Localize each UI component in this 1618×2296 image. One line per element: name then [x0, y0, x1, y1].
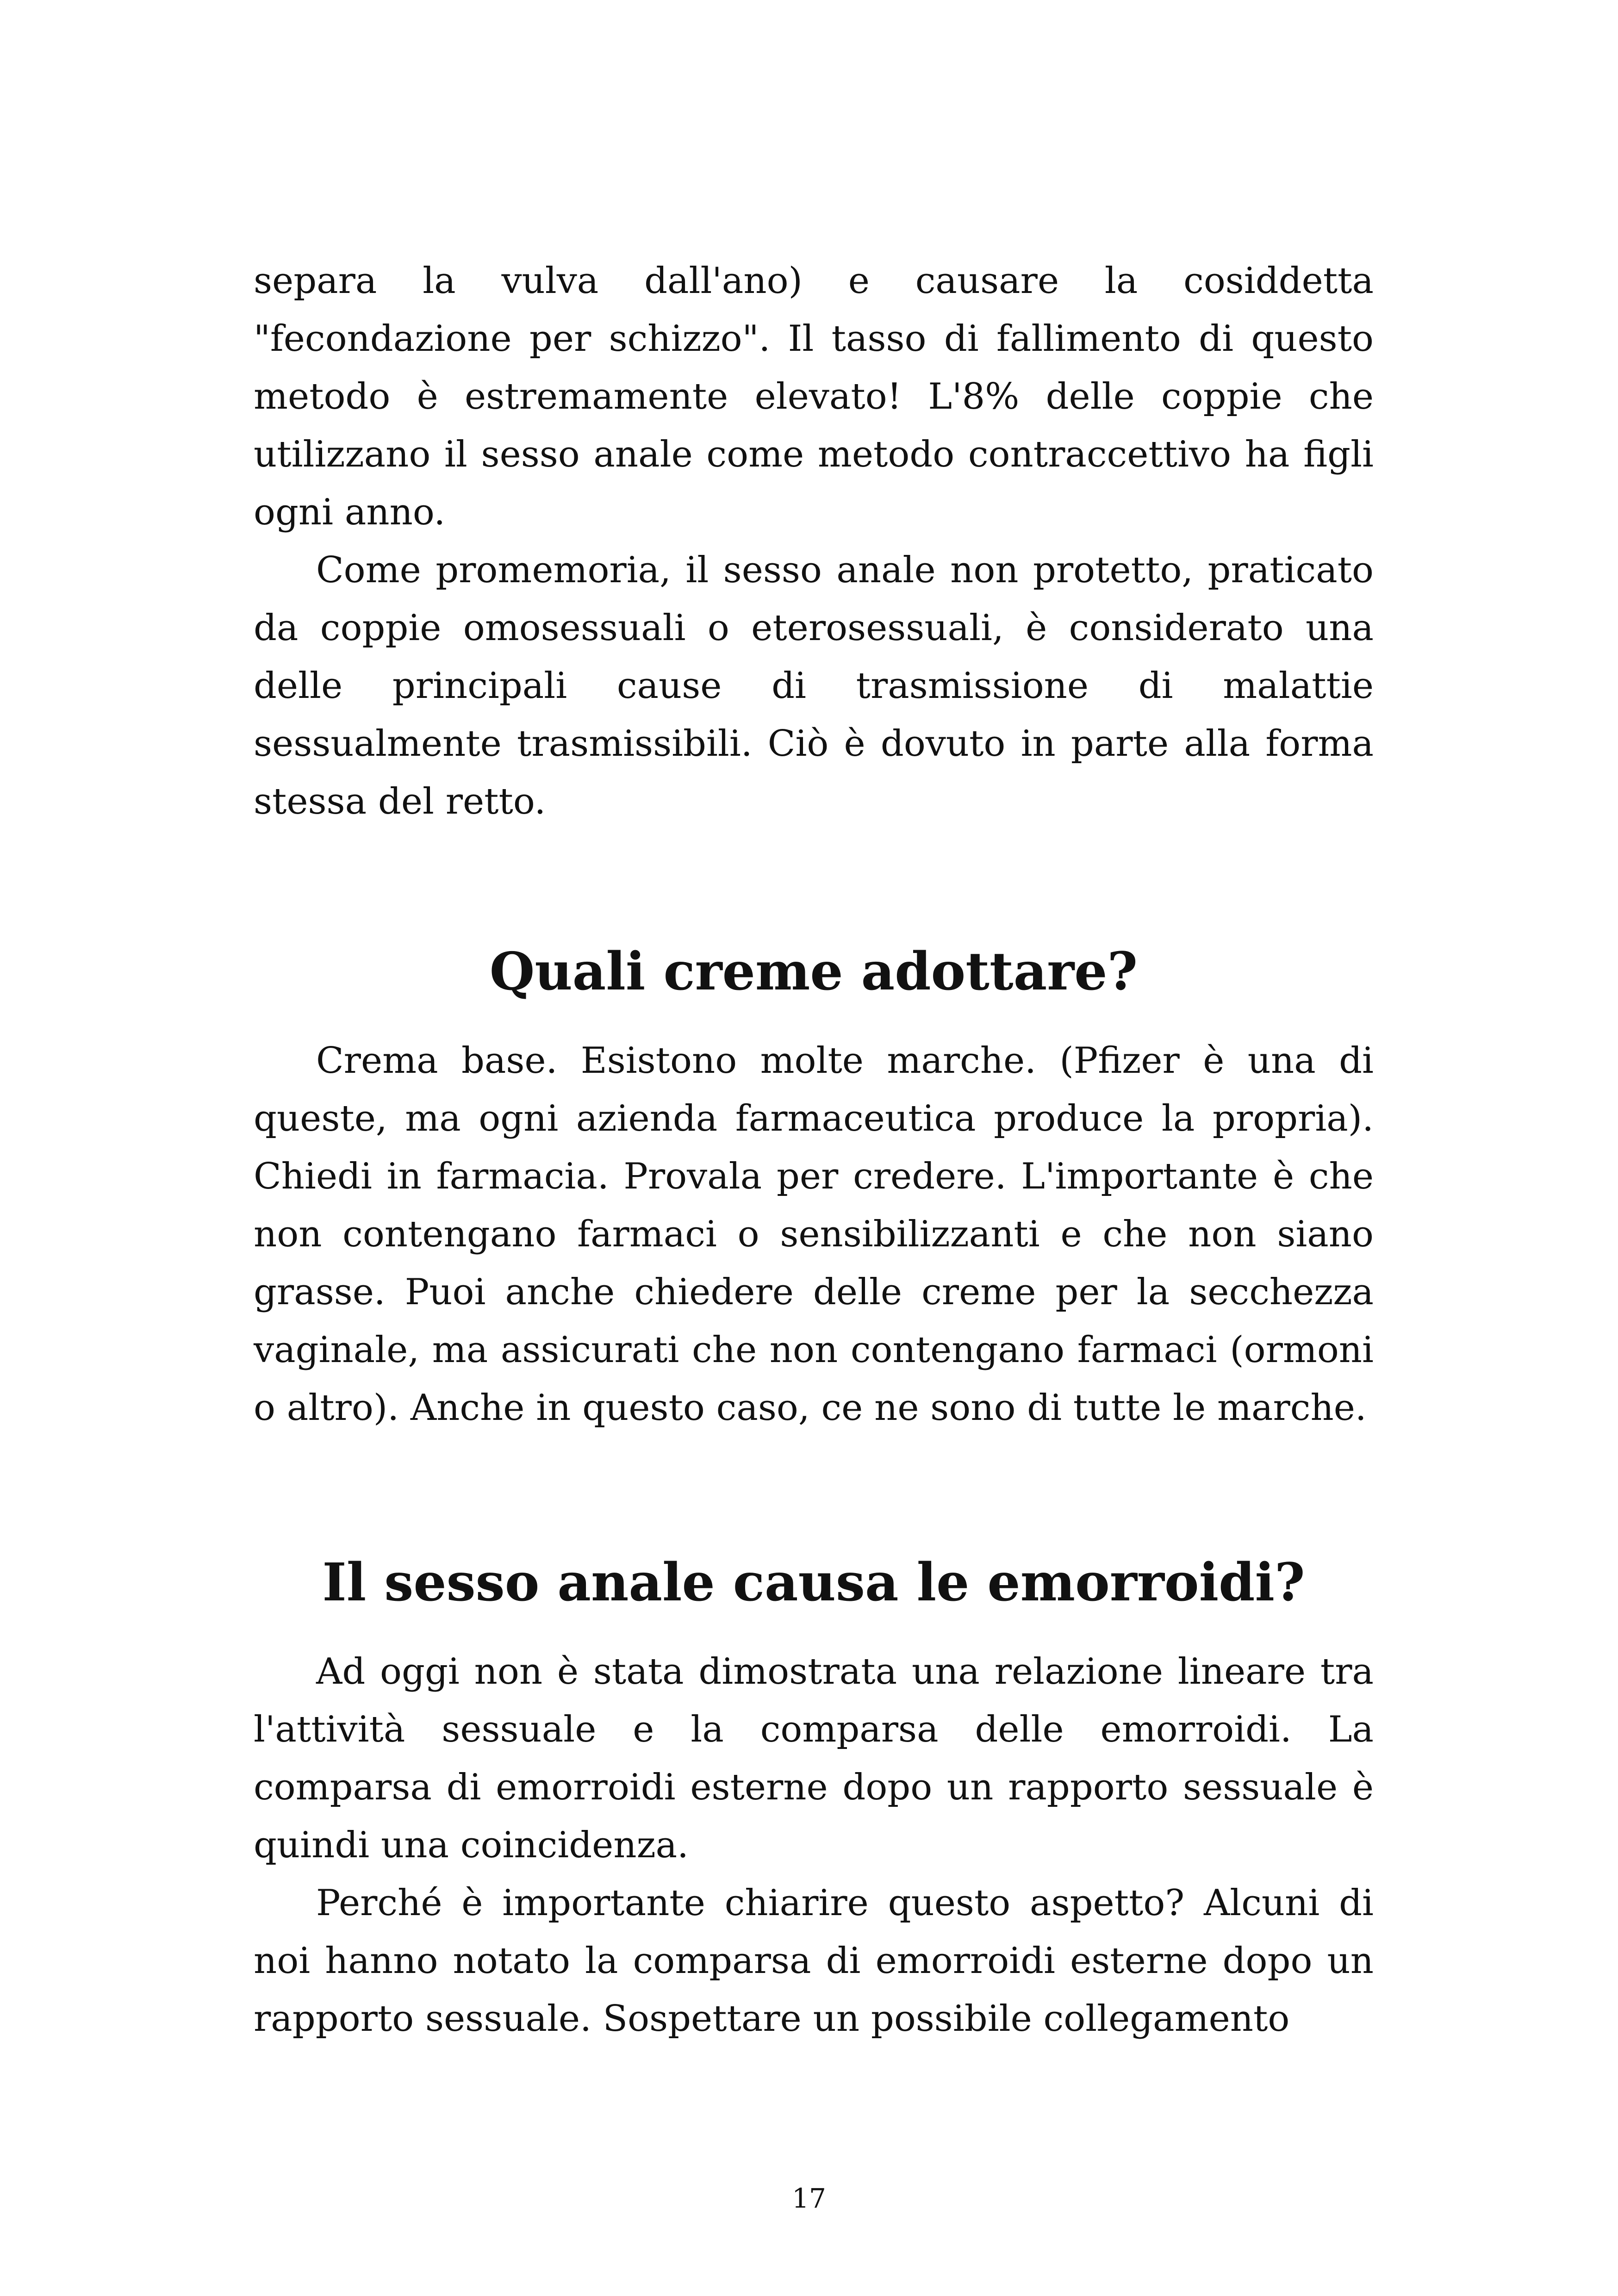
section-heading: Quali creme adottare?	[489, 941, 1138, 1002]
paragraph: Perché è importante chiarire questo aspetto? Alcuni di noi hanno notato la comparsa di emorroidi esterne dopo un rapporto sessuale. Sospettare un possibile collegamento	[254, 1882, 1374, 2040]
paragraph: Ad oggi non è stata dimostrata una relazione lineare tra l'attività sessuale e la comparsa delle emorroidi. La comparsa di emorroidi esterne dopo un rapporto sessuale è quindi una coincidenza.	[254, 1651, 1374, 1866]
paragraph-continued: separa la vulva dall'ano) e causare la cosiddetta "fecondazione per schizzo". Il tasso di fallimento di questo metodo è estremamente elevato! L'8% delle coppie che utilizzano il sesso anale come metodo contraccettivo ha figli ogni anno.	[254, 260, 1374, 533]
paragraph: Come promemoria, il sesso anale non protetto, praticato da coppie omosessuali o eterosessuali, è considerato una delle principali cause di trasmissione di malattie sessualmente trasmissibili. Ciò è dovuto in parte alla forma stessa del retto.	[254, 549, 1374, 822]
page-number: 17	[792, 2183, 826, 2214]
paragraph: Crema base. Esistono molte marche. (Pfizer è una di queste, ma ogni azienda farmaceutica produce la propria). Chiedi in farmacia. Provala per credere. L'importante è che non contengano farmaci o sensibilizzanti e che non siano grasse. Puoi anche chiedere delle creme per la secchezza vaginale, ma assicurati che non contengano farmaci (ormoni o altro). Anche in questo caso, ce ne sono di tutte le marche.	[254, 1040, 1374, 1429]
section-heading: Il sesso anale causa le emorroidi?	[322, 1552, 1305, 1613]
page-body	[254, 252, 1374, 2048]
